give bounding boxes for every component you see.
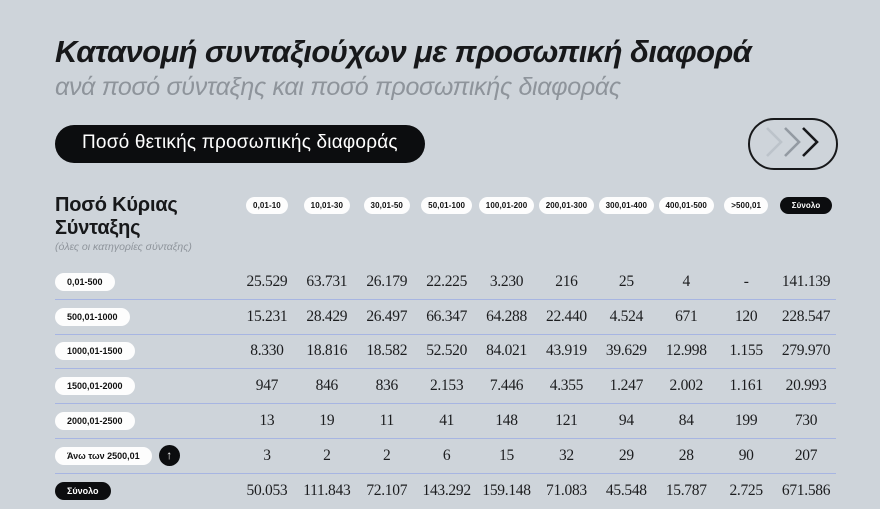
table-cell: 41 bbox=[439, 412, 455, 430]
row-label-cell bbox=[55, 273, 237, 291]
table-cell: 836 bbox=[375, 377, 398, 395]
table-cell: 216 bbox=[555, 272, 578, 290]
row-axis-subtitle: (όλες οι κατηγορίες σύνταξης) bbox=[55, 241, 192, 253]
table-cell: 11 bbox=[379, 412, 394, 430]
table-cell: 29 bbox=[618, 446, 634, 464]
table-row bbox=[55, 404, 836, 439]
column-header-pill: 200,01-300 bbox=[539, 197, 594, 214]
table-body bbox=[55, 265, 836, 509]
table-cell: 18.582 bbox=[366, 342, 408, 360]
table-cell: 94 bbox=[618, 412, 634, 430]
table-cell: - bbox=[743, 272, 749, 290]
arrow-up-icon: ↑ bbox=[159, 445, 180, 466]
row-label-cell bbox=[55, 445, 237, 466]
page-subtitle: ανά ποσό σύνταξης και ποσό προσωπικής διαφοράς bbox=[55, 73, 621, 101]
table-cell: 25.529 bbox=[246, 272, 288, 290]
table-cell: 43.919 bbox=[546, 342, 587, 360]
table-cell: 121 bbox=[555, 412, 578, 430]
table-row bbox=[55, 439, 836, 474]
table-cell: 15 bbox=[499, 446, 514, 464]
row-label-pill: 1000,01-1500 bbox=[55, 342, 135, 360]
table-cell: 2 bbox=[323, 446, 331, 464]
row-label-cell bbox=[55, 342, 237, 360]
page-title: Κατανομή συνταξιούχων με προσωπική διαφορά bbox=[55, 34, 752, 69]
column-header-pill: 30,01-50 bbox=[364, 197, 410, 214]
table-cell: 12.998 bbox=[665, 342, 707, 360]
page-header bbox=[0, 0, 880, 102]
row-label-cell bbox=[55, 377, 237, 395]
column-header-pill: 10,01-30 bbox=[304, 197, 350, 214]
table-cell: 20.993 bbox=[785, 377, 827, 395]
row-label-pill: 500,01-1000 bbox=[55, 308, 130, 326]
table-cell: 111.843 bbox=[303, 482, 351, 500]
table-cell: 671.586 bbox=[781, 482, 831, 500]
table-cell: 7.446 bbox=[489, 377, 524, 395]
table-cell: 28.429 bbox=[306, 307, 348, 325]
table-cell: 2 bbox=[383, 446, 391, 464]
table-cell: 159.148 bbox=[482, 482, 531, 500]
table-cell: 1.155 bbox=[729, 342, 763, 360]
row-label-cell bbox=[55, 308, 237, 326]
table-cell: 32 bbox=[558, 446, 574, 464]
table-cell: 671 bbox=[675, 307, 698, 325]
column-header-pill: 300,01-400 bbox=[599, 197, 654, 214]
table-cell: 207 bbox=[794, 446, 818, 464]
table-cell: 25 bbox=[618, 272, 634, 290]
table-cell: 13 bbox=[259, 412, 275, 430]
table-cell: 4 bbox=[682, 272, 690, 290]
table-cell: 90 bbox=[738, 446, 754, 464]
column-header-pill: 400,01-500 bbox=[659, 197, 714, 214]
next-slide-button[interactable] bbox=[748, 118, 838, 170]
table-cell: 45.548 bbox=[605, 482, 647, 500]
column-header-pill: 50,01-100 bbox=[421, 197, 472, 214]
table-cell: 64.288 bbox=[486, 307, 527, 325]
row-axis-title: Ποσό Κύριας Σύνταξης bbox=[55, 194, 178, 239]
pension-distribution-table bbox=[0, 194, 880, 509]
table-cell: 28 bbox=[678, 446, 694, 464]
column-header-row bbox=[55, 194, 836, 253]
table-cell: 279.970 bbox=[781, 342, 831, 360]
row-label-cell bbox=[55, 482, 237, 500]
table-cell: 26.179 bbox=[366, 272, 408, 290]
table-cell: 120 bbox=[734, 307, 758, 325]
column-header-pill: 0,01-10 bbox=[246, 197, 288, 214]
row-axis-header bbox=[55, 194, 237, 253]
table-cell: 3 bbox=[263, 446, 271, 464]
table-row bbox=[55, 369, 836, 404]
table-cell: 947 bbox=[255, 377, 279, 395]
table-cell: 26.497 bbox=[366, 307, 408, 325]
table-cell: 19 bbox=[319, 412, 335, 430]
table-cell: 2.153 bbox=[429, 377, 464, 395]
table-cell: 39.629 bbox=[605, 342, 647, 360]
table-cell: 199 bbox=[734, 412, 758, 430]
table-cell: 15.787 bbox=[665, 482, 707, 500]
table-cell: 730 bbox=[794, 412, 818, 430]
row-label-pill: Σύνολο bbox=[55, 482, 111, 500]
table-cell: 63.731 bbox=[306, 272, 348, 290]
table-row bbox=[55, 474, 836, 509]
table-cell: 15.231 bbox=[246, 307, 288, 325]
table-cell: 71.083 bbox=[546, 482, 587, 500]
column-header-pill: >500,01 bbox=[724, 197, 768, 214]
table-row bbox=[55, 265, 836, 300]
table-cell: 2.725 bbox=[729, 482, 763, 500]
table-cell: 52.520 bbox=[426, 342, 468, 360]
column-header-pill: 100,01-200 bbox=[479, 197, 534, 214]
table-cell: 84 bbox=[678, 412, 694, 430]
table-cell: 50.053 bbox=[246, 482, 288, 500]
triple-chevron-right-icon bbox=[764, 125, 822, 164]
row-label-pill: Άνω των 2500,01 bbox=[55, 447, 152, 465]
row-label-cell bbox=[55, 412, 237, 430]
table-cell: 84.021 bbox=[486, 342, 527, 360]
table-cell: 2.002 bbox=[669, 377, 703, 395]
table-cell: 846 bbox=[315, 377, 339, 395]
table-cell: 22.225 bbox=[426, 272, 468, 290]
row-label-pill: 0,01-500 bbox=[55, 273, 115, 291]
table-cell: 1.161 bbox=[729, 377, 763, 395]
table-cell: 3.230 bbox=[489, 272, 524, 290]
table-cell: 8.330 bbox=[250, 342, 284, 360]
table-cell: 72.107 bbox=[366, 482, 408, 500]
positive-difference-filter-button[interactable]: Ποσό θετικής προσωπικής διαφοράς bbox=[55, 125, 425, 163]
row-label-pill: 1500,01-2000 bbox=[55, 377, 135, 395]
table-cell: 22.440 bbox=[546, 307, 587, 325]
table-cell: 143.292 bbox=[422, 482, 471, 500]
table-row bbox=[55, 300, 836, 335]
table-cell: 4.355 bbox=[549, 377, 584, 395]
table-cell: 148 bbox=[495, 412, 518, 430]
table-cell: 6 bbox=[442, 446, 451, 464]
column-header-pill: Σύνολο bbox=[780, 197, 833, 214]
table-cell: 4.524 bbox=[609, 307, 644, 325]
table-row bbox=[55, 335, 836, 370]
table-cell: 66.347 bbox=[426, 307, 468, 325]
table-cell: 141.139 bbox=[781, 272, 831, 290]
table-cell: 1.247 bbox=[609, 377, 644, 395]
table-cell: 228.547 bbox=[781, 307, 831, 325]
row-label-pill: 2000,01-2500 bbox=[55, 412, 135, 430]
table-cell: 18.816 bbox=[306, 342, 348, 360]
toolbar bbox=[0, 118, 880, 170]
